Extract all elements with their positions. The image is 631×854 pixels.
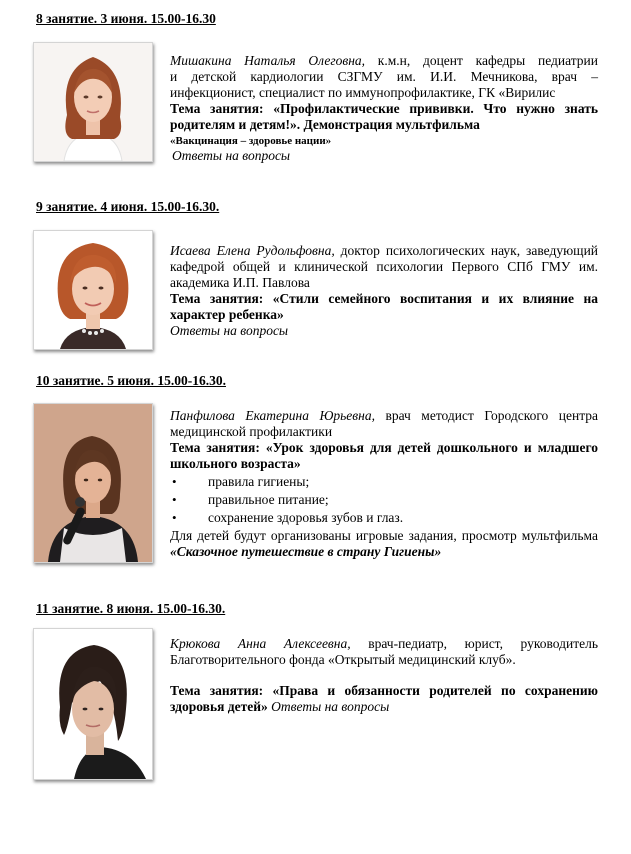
speaker-photo-isaeva xyxy=(33,230,153,350)
topic-label: Тема занятия: xyxy=(170,683,264,698)
topic-label: Тема занятия: xyxy=(170,101,264,116)
qa-note: Ответы на вопросы xyxy=(170,323,289,338)
speaker-bio: и детской кардиологии СЗГМУ им. И.И. Мечникова, врач – инфекционист, специалист по иммунопрофилактике, ГК «Вирилис xyxy=(170,69,598,100)
speaker-name: Панфилова Екатерина Юрьевна, xyxy=(170,408,375,423)
session-9-text xyxy=(170,243,598,339)
session-11-text xyxy=(170,636,598,715)
speaker-bio: врач методист Городского центра медицинской профилактики xyxy=(170,408,598,439)
speaker-name: Исаева Елена Рудольфовна, xyxy=(170,243,335,258)
topic-label: Тема занятия: xyxy=(170,291,264,306)
activity-note: Для детей будут организованы игровые задания, просмотр мультфильма xyxy=(170,528,598,543)
topic-label: Тема занятия: xyxy=(170,440,260,455)
speaker-name: Крюкова Анна Алексеевна, xyxy=(170,636,351,651)
portrait-icon xyxy=(34,404,152,562)
cartoon-title: «Вакцинация – здоровье нации» xyxy=(170,135,332,147)
topic-title: «Урок здоровья для детей дошкольного и младшего школьного возраста» xyxy=(170,440,598,471)
speaker-photo-kryukova xyxy=(33,628,153,780)
session-11-header: 11 занятие. 8 июня. 15.00-16.30. xyxy=(36,601,226,616)
portrait-icon xyxy=(34,231,152,349)
qa-note: Ответы на вопросы xyxy=(271,699,390,714)
topic-title: «Права и обязанности родителей по сохранению здоровья детей» xyxy=(170,683,598,714)
speaker-photo-mishakina xyxy=(33,42,153,162)
topic-title: «Профилактические прививки. Что нужно знать родителям и детям!». Демонстрация мультфильма xyxy=(170,101,598,132)
speaker-bio: доктор психологических наук, заведующий кафедрой общей и клинической психологии Первого СПб ГМУ им. академика И.П. Павлова xyxy=(170,243,599,290)
list-item: • правила гигиены; xyxy=(170,473,598,491)
session-10-header: 10 занятие. 5 июня. 15.00-16.30. xyxy=(36,373,226,388)
list-item: • правильное питание; xyxy=(170,491,598,509)
portrait-icon xyxy=(34,629,152,779)
hygiene-topics-list xyxy=(170,473,598,527)
portrait-icon xyxy=(34,43,152,161)
cartoon-title: «Сказочное путешествие в страну Гигиены» xyxy=(170,544,442,559)
qa-note: Ответы на вопросы xyxy=(172,148,291,163)
topic-title: «Стили семейного воспитания и их влияние на характер ребенка» xyxy=(170,291,599,322)
speaker-photo-panfilova xyxy=(33,403,153,563)
session-9-header: 9 занятие. 4 июня. 15.00-16.30. xyxy=(36,199,220,214)
speaker-bio: врач-педиатр, юрист, руководитель Благотворительного фонда «Открытый медицинский клуб». xyxy=(170,636,599,667)
speaker-name: Мишакина Наталья Олеговна, xyxy=(170,53,366,68)
speaker-bio-line: к.м.н, доцент кафедры педиатрии xyxy=(377,53,599,68)
list-item: • сохранение здоровья зубов и глаз. xyxy=(170,509,598,527)
session-10-text xyxy=(170,408,598,560)
session-8-text xyxy=(170,53,598,164)
session-8-header: 8 занятие. 3 июня. 15.00-16.30 xyxy=(36,11,216,26)
